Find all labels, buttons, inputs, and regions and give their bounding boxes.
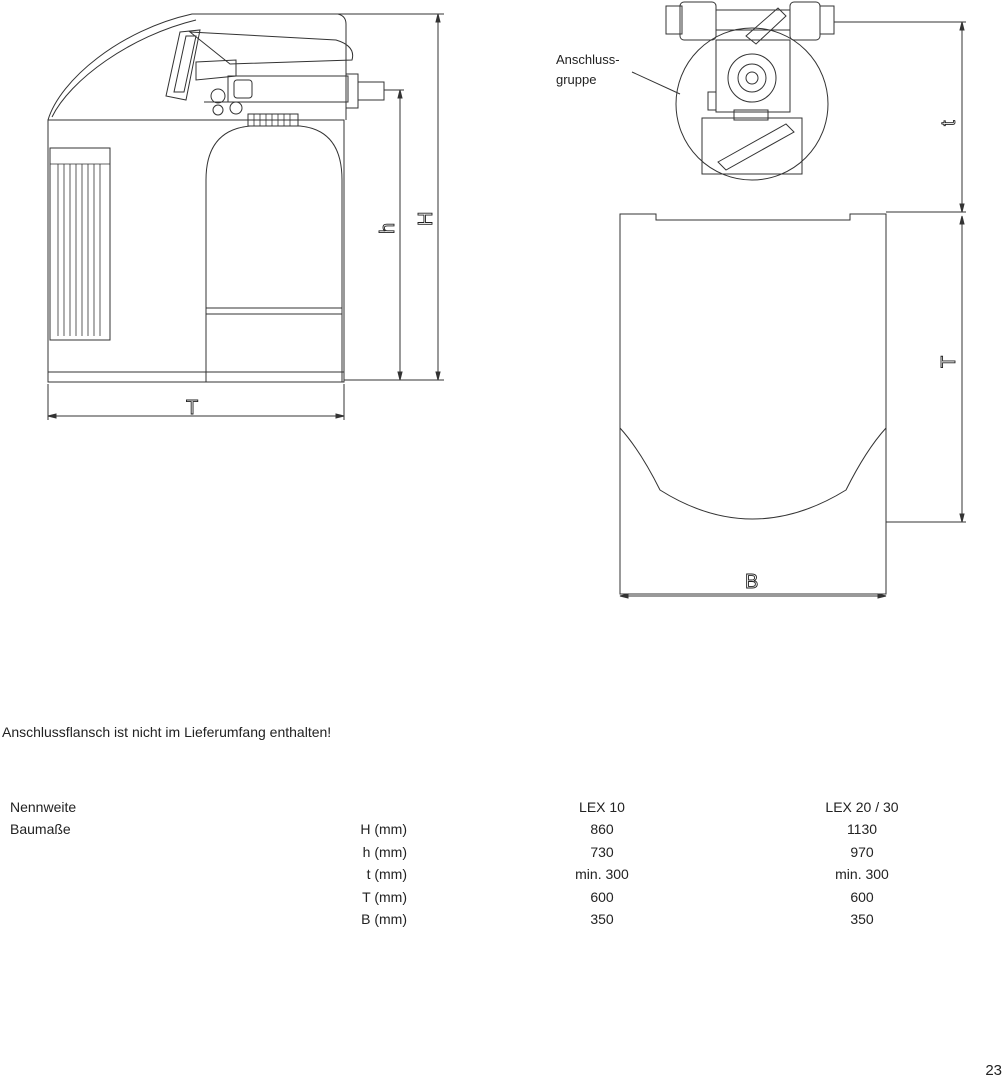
param-cell: t (mm) [366,866,407,883]
dim-label-H: H [415,211,437,226]
salt-window [50,148,110,340]
header-lex2030: LEX 20 / 30 [825,799,899,815]
housing-curve [620,428,886,519]
page-number: 23 [985,1062,1002,1079]
lex10-value: min. 300 [575,866,629,883]
lex10-value: 600 [590,888,614,905]
table-header-row [10,796,987,818]
dim-label-T-top: T [938,355,960,368]
header-label: Nennweite [10,799,77,815]
lex10-value: 860 [590,821,614,838]
param-cell: H (mm) [360,821,407,838]
callout-label-line2: gruppe [556,72,597,87]
param-cell: T (mm) [362,888,407,905]
param-cell: B (mm) [361,911,407,928]
cabinet-body [48,120,344,382]
dim-label-T-side: T [186,397,199,419]
dimensions-table [10,796,987,930]
table-row [10,886,987,908]
callout-leader [632,72,680,94]
delivery-note: Anschlussflansch ist nicht im Lieferumfang enthalten! [2,724,332,740]
lex10-value: 730 [590,843,614,860]
lex2030-value: 350 [850,911,874,928]
callout-label-line1: Anschluss- [556,52,620,67]
lex10-value: 350 [590,911,614,928]
lex2030-value: 600 [850,888,874,905]
control-head [190,32,353,64]
housing-outline [620,214,886,594]
lex2030-value: 970 [850,843,874,860]
table-row [10,818,987,840]
lex2030-value: min. 300 [835,866,889,883]
param-cell: h (mm) [362,843,407,860]
table-row [10,908,987,930]
top-view [620,2,966,598]
lex2030-value: 1130 [846,821,878,838]
connection-group-detail [676,28,828,180]
table-row [10,863,987,885]
dim-label-B: B [745,571,759,593]
dim-label-h: h [377,222,399,234]
header-lex10: LEX 10 [579,799,625,815]
group-label: Baumaße [10,821,71,838]
side-view [48,14,444,420]
dim-label-t: t [938,120,960,126]
table-row [10,841,987,863]
resin-tank [206,126,342,382]
